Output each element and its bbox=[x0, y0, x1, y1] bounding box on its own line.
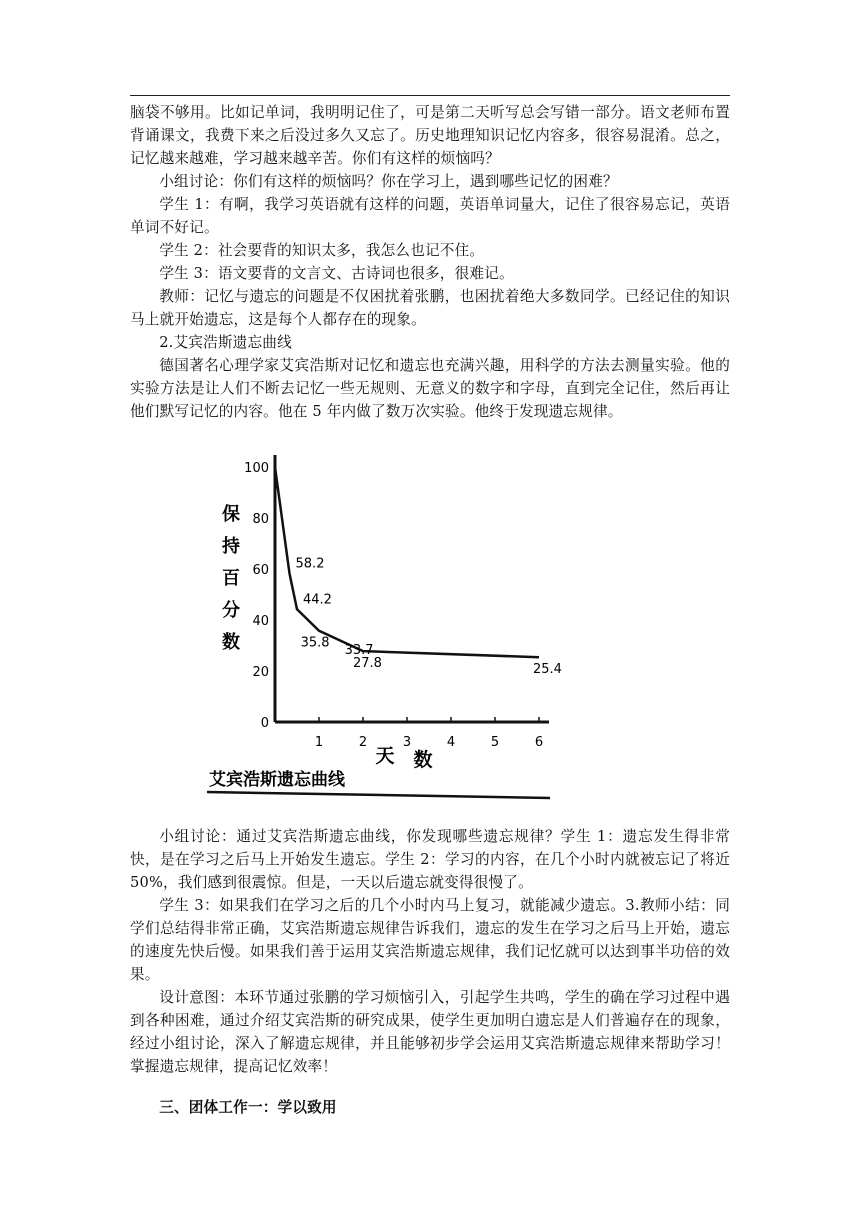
y-tick-label: 80 bbox=[252, 512, 269, 527]
y-tick-label: 0 bbox=[260, 716, 269, 731]
y-tick-label: 20 bbox=[252, 665, 269, 680]
paragraph: 学生 2：社会要背的知识太多，我怎么也记不住。 bbox=[159, 242, 485, 259]
data-label: 44.2 bbox=[303, 592, 332, 608]
paragraph: 学生 3：如果我们在学习之后的几个小时内马上复习，就能减少遗忘。3.教师小结：同学们总结得非常正确，艾宾浩斯遗忘规律告诉我们，遗忘的发生在学习之后马上开始，遗忘的速度先快后慢。如果我们善于运用艾宾浩斯遗忘规律，我们记忆就可以达到事半功倍的效果。 bbox=[130, 897, 730, 983]
data-label: 33.7 bbox=[344, 643, 374, 659]
x-axis-label-char: 天 bbox=[375, 745, 395, 767]
y-axis-label-char: 保 bbox=[222, 504, 240, 525]
paragraph: 2.艾宾浩斯遗忘曲线 bbox=[159, 334, 292, 351]
y-axis-label-char: 百 bbox=[222, 568, 240, 589]
x-tick-label: 4 bbox=[446, 735, 456, 750]
y-axis-label-char: 持 bbox=[222, 536, 240, 557]
section-heading: 三、团体工作一：学以致用 bbox=[159, 1099, 337, 1116]
y-tick-label: 60 bbox=[252, 563, 269, 578]
x-tick-label: 1 bbox=[314, 735, 324, 750]
paragraph: 学生 3：语文要背的文言文、古诗词也很多，很难记。 bbox=[159, 265, 514, 282]
chart-plot bbox=[207, 455, 562, 798]
paragraph: 设计意图：本环节通过张鹏的学习烦恼引入，引起学生共鸣，学生的确在学习过程中遇到各种困难，通过介绍艾宾浩斯的研究成果，使学生更加明白遗忘是人们普遍存在的现象，经过小组讨论，深入了解遗忘规律，并且能够初步学会运用艾宾浩斯遗忘规律来帮助学习！掌握遗忘规律，提高记忆效率！ bbox=[130, 989, 730, 1075]
data-label: 25.4 bbox=[533, 662, 562, 678]
y-tick-label: 40 bbox=[252, 614, 269, 629]
x-tick-label: 6 bbox=[534, 735, 544, 750]
y-axis-label-char: 分 bbox=[222, 600, 240, 621]
x-axis-label-char: 数 bbox=[413, 749, 433, 771]
header-rule bbox=[130, 95, 730, 96]
paragraph: 德国著名心理学家艾宾浩斯对记忆和遗忘也充满兴趣，用科学的方法去测量实验。他的实验方法是让人们不断去记忆一些无规则、无意义的数字和字母，直到完全记住，然后再让他们默写记忆的内容。他在 5 年内做了数万次实验。他终于发现遗忘规律。 bbox=[130, 357, 730, 420]
data-label: 58.2 bbox=[295, 556, 325, 572]
forgetting-curve-figure bbox=[205, 432, 565, 812]
paragraph: 学生 1：有啊，我学习英语就有这样的问题，英语单词量大，记住了很容易忘记，英语单词不好记。 bbox=[130, 196, 730, 236]
x-tick-label: 5 bbox=[490, 735, 500, 750]
title-underline bbox=[207, 792, 550, 798]
y-tick-label: 100 bbox=[244, 461, 269, 476]
paragraph: 教师：记忆与遗忘的问题是不仅困扰着张鹏，也困扰着绝大多数同学。已经记住的知识马上就开始遗忘，这是每个人都存在的现象。 bbox=[130, 288, 730, 328]
data-label: 35.8 bbox=[300, 635, 330, 651]
x-tick-label: 3 bbox=[402, 735, 412, 750]
y-axis-label-char: 数 bbox=[222, 632, 240, 653]
paragraph: 小组讨论：你们有这样的烦恼吗？你在学习上，遇到哪些记忆的困难？ bbox=[159, 173, 618, 190]
data-label: 27.8 bbox=[353, 656, 382, 672]
paragraph: 脑袋不够用。比如记单词，我明明记住了，可是第二天听写总会写错一部分。语文老师布置背诵课文，我费下来之后没过多久又忘了。历史地理知识记忆内容多，很容易混淆。总之，记忆越来越难，学习越来越辛苦。你们有这样的烦恼吗？ bbox=[130, 104, 730, 167]
chart-title: 艾宾浩斯遗忘曲线 bbox=[209, 770, 345, 790]
x-tick-label: 2 bbox=[358, 735, 368, 750]
paragraph: 小组讨论：通过艾宾浩斯遗忘曲线，你发现哪些遗忘规律？学生 1：遗忘发生得非常快，是在学习之后马上开始发生遗忘。学生 2：学习的内容，在几个小时内就被忘记了将近 50%，我们感到很震惊。但是，一天以后遗忘就变得很慢了。 bbox=[130, 828, 730, 891]
body-text-bottom bbox=[130, 825, 730, 1078]
body-text-top bbox=[130, 101, 730, 423]
